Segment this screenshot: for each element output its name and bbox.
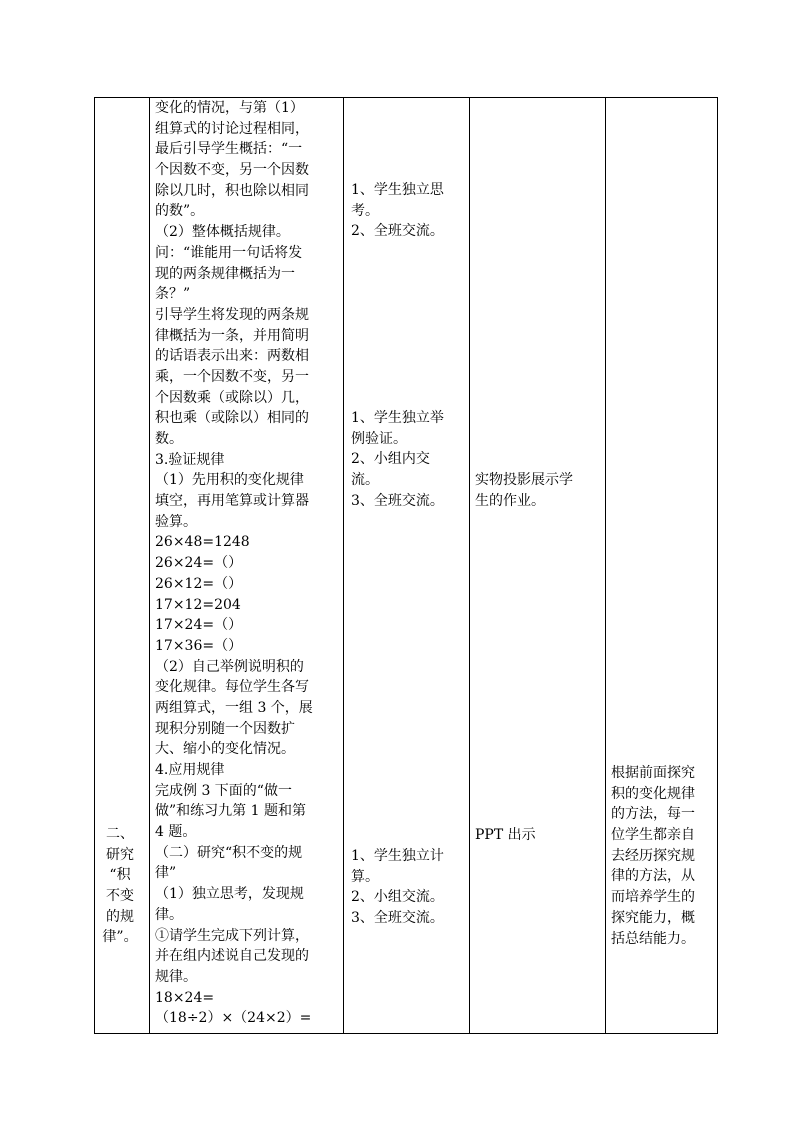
lesson-plan-table [94, 97, 718, 1034]
teacher-text-line: 填空，再用笔算或计算器 [155, 493, 309, 510]
student-text-line: 2、小组内交 [351, 451, 430, 468]
teacher-text-line: （2）整体概括规律。 [155, 224, 290, 241]
student-text-line: 流。 [351, 472, 379, 489]
teacher-text-line: 现的两条规律概括为一 [155, 265, 295, 282]
teacher-text-line: 3.验证规律 [155, 451, 225, 468]
teacher-text-line: 律” [155, 865, 177, 882]
teacher-text-line: 条？” [155, 286, 191, 303]
column-divider [94, 97, 95, 1034]
teacher-text-line: 积也乘（或除以）相同的 [155, 410, 309, 427]
teacher-text-line: 律。 [155, 906, 183, 923]
teacher-text-line: 引导学生将发现的两条规 [155, 306, 309, 323]
student-text-line: 2、全班交流。 [351, 223, 444, 240]
teacher-text-line: 做”和练习九第 1 题和第 [155, 803, 306, 820]
student-text-line: 考。 [351, 202, 379, 219]
column-divider [605, 97, 606, 1034]
teacher-text-line: 律概括为一条，并用简明 [155, 327, 309, 344]
stage-text-line: 二、 [106, 826, 134, 842]
teacher-text-line: 4.应用规律 [155, 762, 225, 778]
teacher-text-line: 个因数乘（或除以）几， [155, 389, 309, 406]
teacher-text-line: 变化的情况，与第（1） [155, 100, 304, 116]
teacher-activity-cell [155, 98, 341, 1029]
teacher-text-line: 规律。 [155, 968, 197, 985]
teacher-text-line: 两组算式，一组 3 个，展 [155, 699, 313, 716]
media-usage-group-1 [475, 470, 599, 511]
intent-text-line: 的方法，每一 [611, 806, 695, 823]
teacher-text-line: 17×36=（） [155, 637, 243, 654]
intent-text-line: 括总结能力。 [611, 930, 695, 947]
teacher-text-line: 大、缩小的变化情况。 [155, 741, 295, 758]
intent-text-line: 根据前面探究 [611, 765, 695, 781]
teacher-text-line: 问：“谁能用一句话将发 [155, 244, 303, 261]
media-usage-group-2 [475, 825, 599, 846]
student-activity-group-1 [351, 180, 469, 242]
teacher-text-line: 个因数不变，另一个因数 [155, 162, 309, 179]
teacher-text-line: （1）独立思考，发现规 [155, 886, 304, 903]
stage-text-line: “积 [109, 867, 131, 884]
student-text-line: 1、学生独立计 [351, 848, 444, 864]
teacher-text-line: 26×12=（） [155, 575, 243, 592]
column-divider [717, 97, 718, 1034]
teacher-text-line: （二）研究“积不变的规 [155, 844, 303, 861]
stage-cell [98, 824, 142, 948]
student-text-line: 例验证。 [351, 430, 407, 447]
media-text-line: PPT 出示 [475, 827, 536, 843]
teacher-text-line: 17×24=（） [155, 617, 243, 634]
stage-text-line: 律”。 [102, 929, 138, 946]
teacher-text-line: 17×12=204 [155, 596, 241, 613]
stage-text-line: 不变 [106, 888, 134, 905]
teacher-text-line: （2）自己举例说明积的 [155, 658, 304, 675]
stage-text-line: 的规 [106, 908, 134, 925]
student-text-line: 3、全班交流。 [351, 910, 444, 927]
teacher-text-line: （18÷2）×（24×2）= [155, 1010, 312, 1027]
stage-text-line: 研究 [106, 846, 134, 863]
design-intent-cell [611, 763, 713, 949]
intent-text-line: 律的方法，从 [611, 868, 695, 885]
teacher-text-line: ①请学生完成下列计算， [155, 927, 309, 944]
teacher-text-line: 18×24= [155, 989, 215, 1006]
teacher-text-line: 4 题。 [155, 824, 197, 841]
teacher-text-line: 数。 [155, 431, 183, 447]
teacher-text-line: 乘，一个因数不变，另一 [155, 368, 309, 385]
student-activity-group-2 [351, 408, 469, 511]
media-text-line: 实物投影展示学 [475, 472, 573, 488]
column-divider [343, 97, 344, 1034]
media-text-line: 生的作业。 [475, 492, 545, 509]
intent-text-line: 而培养学生的 [611, 889, 695, 906]
teacher-text-line: 组算式的讨论过程相同， [155, 120, 309, 137]
teacher-text-line: 除以几时，积也除以相同 [155, 182, 309, 199]
teacher-text-line: 变化规律。每位学生各写 [155, 679, 309, 696]
student-text-line: 1、学生独立思 [351, 182, 444, 198]
teacher-text-line: （1）先用积的变化规律 [155, 472, 304, 489]
student-text-line: 1、学生独立举 [351, 410, 444, 426]
student-text-line: 3、全班交流。 [351, 492, 444, 509]
column-divider [469, 97, 470, 1034]
student-activity-group-3 [351, 846, 469, 929]
teacher-text-line: 完成例 3 下面的“做一 [155, 782, 292, 799]
intent-text-line: 位学生都亲自 [611, 827, 695, 844]
intent-text-line: 探究能力，概 [611, 909, 695, 926]
teacher-text-line: 最后引导学生概括：“一 [155, 141, 303, 158]
teacher-text-line: 26×24=（） [155, 555, 243, 572]
teacher-text-line: 验算。 [155, 513, 197, 530]
teacher-text-line: 并在组内述说自己发现的 [155, 948, 309, 965]
teacher-text-line: 的话语表示出来：两数相 [155, 348, 309, 365]
student-text-line: 2、小组交流。 [351, 889, 444, 906]
teacher-text-line: 的数”。 [155, 203, 205, 220]
teacher-text-line: 26×48=1248 [155, 534, 250, 551]
column-divider [149, 97, 150, 1034]
intent-text-line: 积的变化规律 [611, 785, 695, 802]
intent-text-line: 去经历探究规 [611, 847, 695, 864]
table-bottom-border [94, 1033, 718, 1034]
student-text-line: 算。 [351, 868, 379, 885]
teacher-text-line: 现积分别随一个因数扩 [155, 720, 295, 737]
